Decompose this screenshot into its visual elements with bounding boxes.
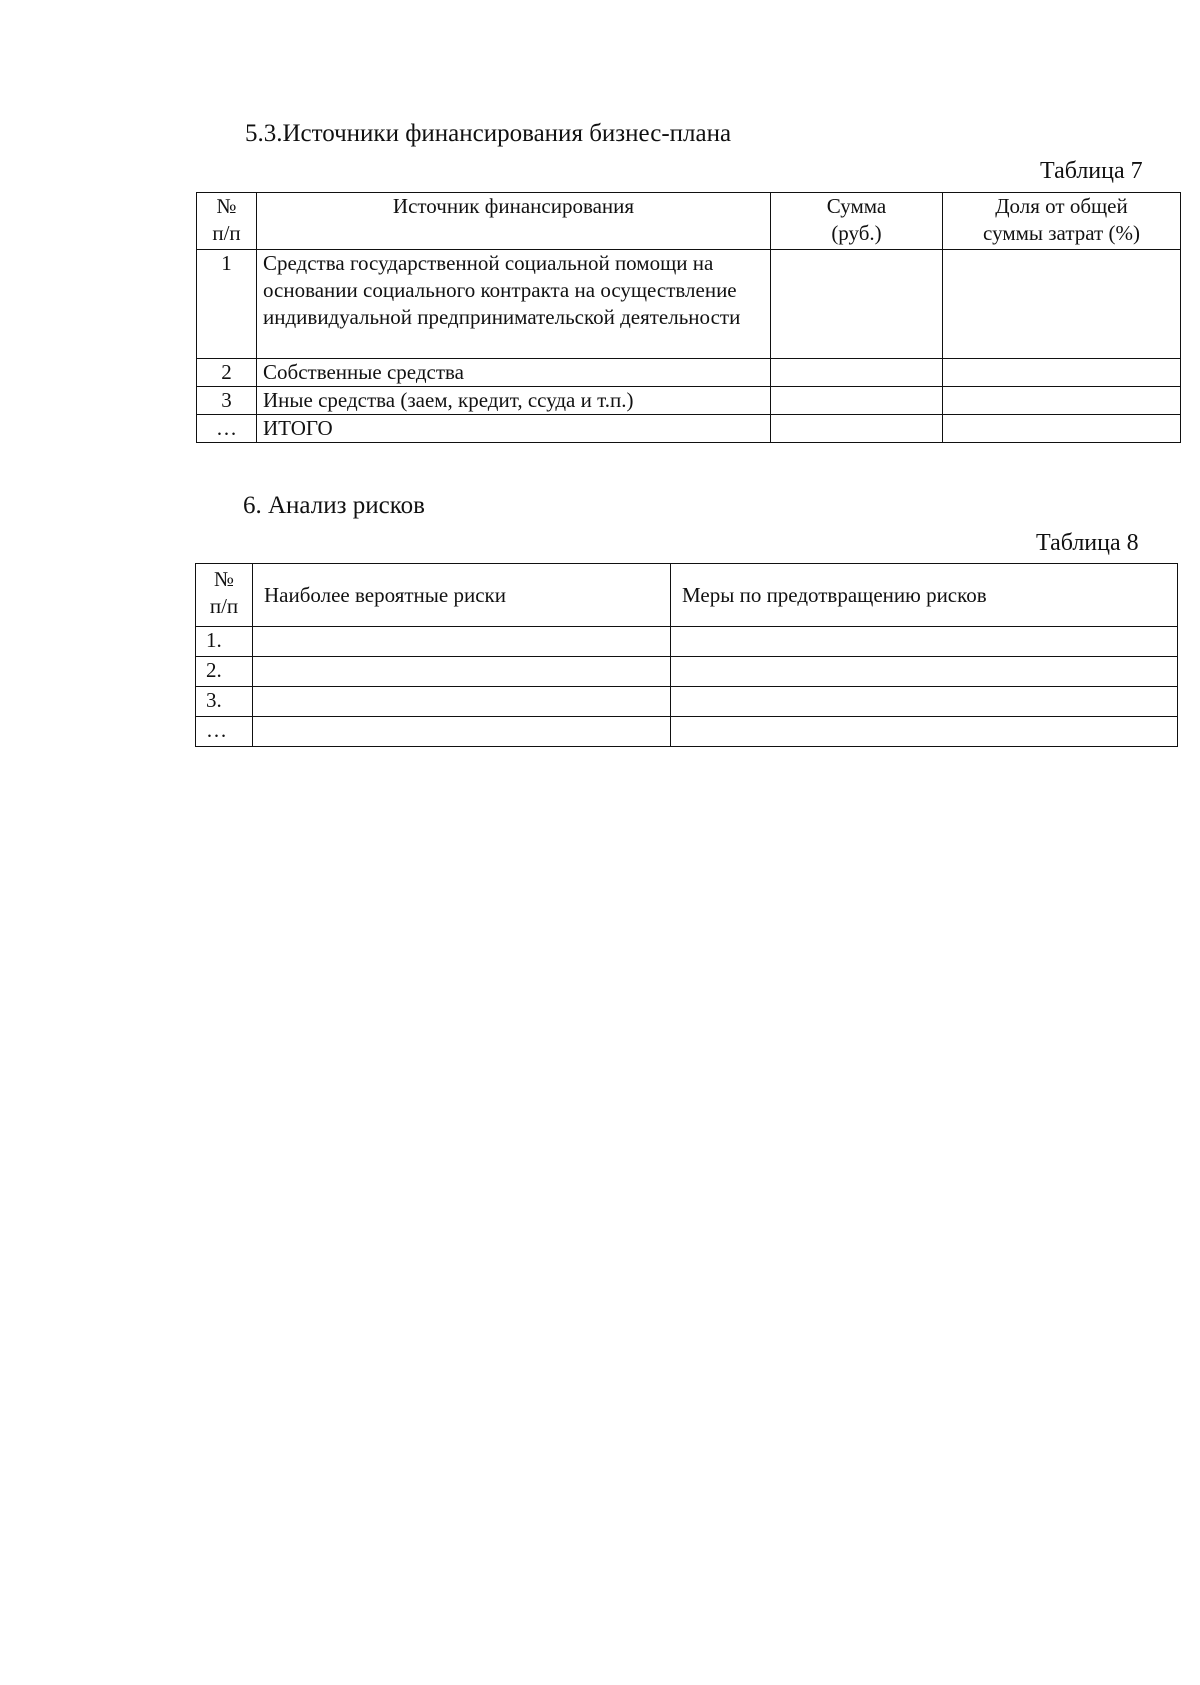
row-num: … <box>196 717 253 747</box>
row-measure <box>671 657 1178 687</box>
financing-sources-table <box>196 192 1181 443</box>
header-share-line2: суммы затрат (%) <box>983 221 1140 245</box>
row-source: Собственные средства <box>257 359 771 387</box>
table-row <box>197 250 1181 359</box>
header-share-line1: Доля от общей <box>995 194 1128 218</box>
row-num: 3. <box>196 687 253 717</box>
header-num-line1: № <box>213 567 235 591</box>
header-num-line1: № <box>216 194 237 218</box>
header-num-line2: п/п <box>212 221 241 245</box>
table-8-caption: Таблица 8 <box>1036 530 1139 556</box>
row-share <box>943 250 1181 359</box>
row-num: … <box>197 415 257 443</box>
row-num: 2. <box>196 657 253 687</box>
row-risk <box>253 687 671 717</box>
header-num-line2: п/п <box>209 594 239 618</box>
row-risk <box>253 627 671 657</box>
header-measures: Меры по предотвращению рисков <box>671 564 1178 627</box>
row-share <box>943 359 1181 387</box>
table-row <box>196 687 1178 717</box>
row-sum <box>771 250 943 359</box>
table-header-row <box>197 193 1181 250</box>
section-5-3-title: 5.3.Источники финансирования бизнес-плана <box>245 120 732 147</box>
row-measure <box>671 627 1178 657</box>
table-row <box>197 387 1181 415</box>
row-source: Иные средства (заем, кредит, ссуда и т.п.) <box>257 387 771 415</box>
row-num: 1 <box>197 250 257 359</box>
row-share <box>943 387 1181 415</box>
header-share <box>943 193 1181 250</box>
section-6-title: 6. Анализ рисков <box>243 492 425 519</box>
table-row <box>196 657 1178 687</box>
risk-analysis-table <box>195 563 1178 747</box>
row-source: Средства государственной социальной помощи на основании социального контракта на осуществление индивидуальной предпринимательской деятельности <box>257 250 771 359</box>
header-num <box>197 193 257 250</box>
row-sum <box>771 415 943 443</box>
table-row <box>197 359 1181 387</box>
header-risks: Наиболее вероятные риски <box>253 564 671 627</box>
header-source: Источник финансирования <box>257 193 771 250</box>
header-num <box>196 564 253 627</box>
row-num: 1. <box>196 627 253 657</box>
row-sum <box>771 359 943 387</box>
table-row <box>196 627 1178 657</box>
header-sum-line2: (руб.) <box>831 221 882 245</box>
row-measure <box>671 717 1178 747</box>
header-sum-line1: Сумма <box>826 194 887 218</box>
row-measure <box>671 687 1178 717</box>
table-row <box>196 717 1178 747</box>
table-header-row <box>196 564 1178 627</box>
row-share <box>943 415 1181 443</box>
row-source: ИТОГО <box>257 415 771 443</box>
header-sum <box>771 193 943 250</box>
table-row <box>197 415 1181 443</box>
row-sum <box>771 387 943 415</box>
row-risk <box>253 657 671 687</box>
row-num: 3 <box>197 387 257 415</box>
row-risk <box>253 717 671 747</box>
table-7-caption: Таблица 7 <box>1040 158 1143 184</box>
row-num: 2 <box>197 359 257 387</box>
